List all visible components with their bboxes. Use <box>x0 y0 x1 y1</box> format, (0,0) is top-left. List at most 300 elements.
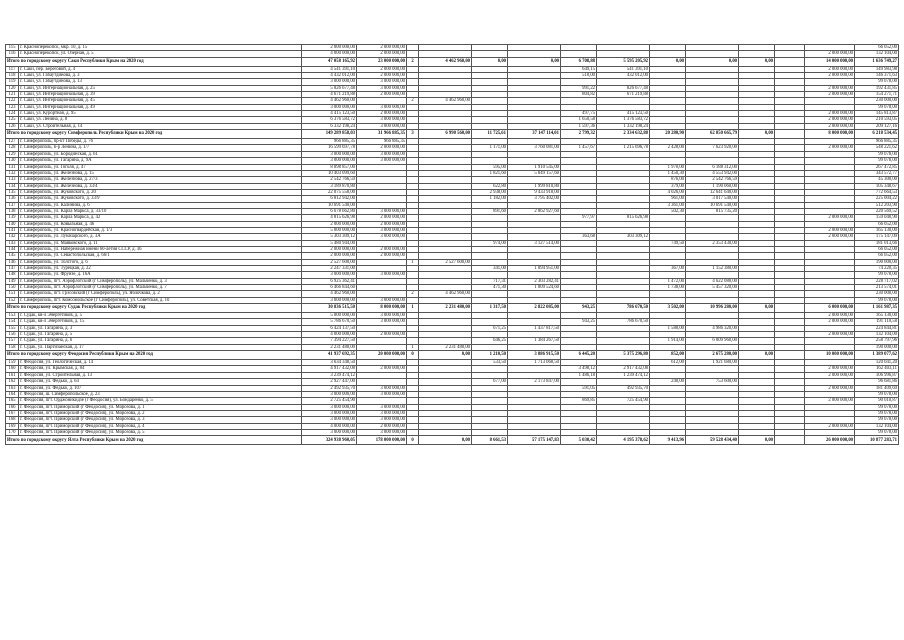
address-cell: г. Судак, ул. Гагарина, д. 6 <box>19 338 302 344</box>
row-number: 157 <box>6 338 19 344</box>
row-number: 120 <box>6 85 19 91</box>
value-cell-c2: 20 000 000,00 <box>357 351 407 360</box>
value-cell-c9: 1 472,00 <box>650 278 686 284</box>
row-number: 116 <box>6 51 19 57</box>
row-number: 166 <box>6 404 19 410</box>
value-cell-c14: 224 844,81 <box>855 325 899 331</box>
value-cell-c5: 717,31 <box>472 278 508 284</box>
address-cell: г. Саки, ул. Интернациональная, д. 39 <box>19 92 302 98</box>
value-cell-c13: 2 000 000,00 <box>805 398 855 404</box>
value-cell-c12 <box>775 57 805 66</box>
value-cell-c8: 415 123,50 <box>597 111 650 117</box>
value-cell-c9: 1 588,00 <box>650 325 686 331</box>
value-cell-c14: 99 078,00 <box>855 404 899 410</box>
value-cell-c4: 4 462 960,00 <box>419 98 472 104</box>
row-number: 140 <box>6 221 19 227</box>
value-cell-c1: 4 671 219,88 <box>302 92 357 98</box>
value-cell-c1: 8 098 857,00 <box>302 164 357 170</box>
address-cell: г. Симферополь, ул. Карла Маркса, д. 33/10 <box>19 208 302 214</box>
value-cell-c5: 646,25 <box>472 338 508 344</box>
value-cell-c5: 622,80 <box>472 183 508 189</box>
address-cell: г. Саки, ул. Габаутдинова, д. 13 <box>19 79 302 85</box>
value-cell-c7: 591,05 <box>561 385 597 391</box>
value-cell-c13: 2 000 000,00 <box>805 313 855 319</box>
address-cell: г. Феодосия, пгт. Приморский (г Феодосия), ул. Морозова, д. 1 <box>19 404 302 410</box>
value-cell-c8: 725 454,90 <box>597 398 650 404</box>
value-cell-c14: 154 271,71 <box>855 92 899 98</box>
address-cell: г. Судак, ул. Партизанская, д. 17 <box>19 344 302 350</box>
row-number: 127 <box>6 139 19 145</box>
value-cell-c1: 2 000 000,00 <box>302 45 357 51</box>
value-cell-c10: 0,00 <box>686 57 739 66</box>
value-cell-c4: 2 231 480,00 <box>419 304 472 313</box>
value-cell-c3: 2 <box>407 57 419 66</box>
value-cell-c2: 2 000 000,00 <box>357 332 407 338</box>
value-cell-c1: 2 492 935,70 <box>302 385 357 391</box>
value-cell-c1: 4 917 432,08 <box>302 366 357 372</box>
value-cell-c10: 4 553 942,00 <box>686 170 739 176</box>
value-cell-c2: 3 000 000,00 <box>357 313 407 319</box>
value-cell-c14: 99 078,00 <box>855 104 899 110</box>
value-cell-c1: 3 634 348,50 <box>302 360 357 366</box>
value-cell-c10: 1 152 380,00 <box>686 266 739 272</box>
value-cell-c1: 7 394 227,50 <box>302 338 357 344</box>
address-cell: г. Симферополь, ул. Маяковского, д. 11 <box>19 240 302 246</box>
value-cell-c11: 0,00 <box>739 436 775 445</box>
value-cell-c2: 2 000 000,00 <box>357 423 407 429</box>
address-cell: г. Феодосия, ул. Крымская, д. 84 <box>19 366 302 372</box>
value-cell-c14: 162 403,11 <box>855 366 899 372</box>
value-cell-c3: 3 <box>407 130 419 139</box>
value-cell-c2: 2 000 000,00 <box>357 246 407 252</box>
value-cell-c9: 4 026,00 <box>650 189 686 195</box>
row-number: 136 <box>6 196 19 202</box>
value-cell-c2: 3 000 000,00 <box>357 404 407 410</box>
address-cell: г. Саки, ул. Интернациональная, д. 49 <box>19 104 302 110</box>
value-cell-c8: 786 670,50 <box>597 304 650 313</box>
value-cell-c2: 2 000 000,00 <box>357 45 407 51</box>
data-table <box>5 44 899 445</box>
value-cell-c9: 379,00 <box>650 183 686 189</box>
subtotal-row <box>6 304 899 313</box>
value-cell-c6: 3 795 402,00 <box>508 196 561 202</box>
row-number: 156 <box>6 332 19 338</box>
value-cell-c8: 1 332 198,24 <box>597 123 650 129</box>
value-cell-c13: 14 000 000,00 <box>805 57 855 66</box>
value-cell-c8: 671 219,88 <box>597 92 650 98</box>
value-cell-c7: 3 498,12 <box>561 366 597 372</box>
address-cell: г. Симферополь, ул. Луначарского, д. 3А <box>19 234 302 240</box>
value-cell-c10: 5 457 320,00 <box>686 285 739 291</box>
value-cell-c1: 6 332 198,24 <box>302 123 357 129</box>
value-cell-c13: 2 000 000,00 <box>805 319 855 325</box>
value-cell-c13: 2 000 000,00 <box>805 85 855 91</box>
value-cell-c14: 99 078,00 <box>855 417 899 423</box>
row-number: 144 <box>6 246 19 252</box>
value-cell-c14: 146 371,63 <box>855 73 899 79</box>
value-cell-c13: 2 000 000,00 <box>805 111 855 117</box>
row-number: 170 <box>6 429 19 435</box>
address-cell: г. Симферополь, ул. Железнова, д. 27/3 <box>19 177 302 183</box>
value-cell-c7: 6 445,20 <box>561 351 597 360</box>
value-cell-c9: 1 450,30 <box>650 170 686 176</box>
value-cell-c1: 3 000 000,00 <box>302 429 357 435</box>
address-cell: г. Симферополь, ул. Жуковского, д. 20 <box>19 189 302 195</box>
row-number: 147 <box>6 266 19 272</box>
row-number: 150 <box>6 285 19 291</box>
value-cell-c6: 1 999 810,80 <box>508 183 561 189</box>
value-cell-c5: 471,30 <box>472 285 508 291</box>
address-cell: г. Симферополь, ул. Толстого, д. 6 <box>19 259 302 265</box>
address-cell: г. Саки, ул. Курортная, д. 95 <box>19 111 302 117</box>
value-cell-c14: 99 078,00 <box>855 151 899 157</box>
value-cell-c7: 497,75 <box>561 111 597 117</box>
value-cell-c2: 3 000 000,00 <box>357 417 407 423</box>
value-cell-c5: 2 938,00 <box>472 189 508 195</box>
value-cell-c6: 57 175 147,83 <box>508 436 561 445</box>
value-cell-c9: 876,00 <box>650 177 686 183</box>
value-cell-c2: 3 000 000,00 <box>357 319 407 325</box>
row-number: 121 <box>6 92 19 98</box>
value-cell-c1: 3 000 000,00 <box>302 410 357 416</box>
value-cell-c6: 9 433 918,00 <box>508 189 561 195</box>
value-cell-c2: 2 000 000,00 <box>357 111 407 117</box>
value-cell-c14: 120 041,20 <box>855 360 899 366</box>
value-cell-c8: 5 375 296,80 <box>597 351 650 360</box>
value-cell-c10: 3 017 540,00 <box>686 196 739 202</box>
value-cell-c9: 3 502,00 <box>650 304 686 313</box>
value-cell-c2: 3 000 000,00 <box>357 158 407 164</box>
value-cell-c3: 1 <box>407 344 419 350</box>
row-number: 138 <box>6 208 19 214</box>
value-cell-c9: 9 413,96 <box>650 436 686 445</box>
value-cell-c1: 3 000 000,00 <box>302 79 357 85</box>
address-cell: г. Симферополь, ул. Турецкая, д. 22 <box>19 266 302 272</box>
value-cell-c10: 10 691 540,00 <box>686 202 739 208</box>
value-cell-c13: 10 000 000,00 <box>805 351 855 360</box>
value-cell-c14: 191 110,58 <box>855 319 899 325</box>
value-cell-c10: 6 188 312,00 <box>686 164 739 170</box>
value-cell-c7: 1 486,18 <box>561 372 597 378</box>
value-cell-c13: 2 000 000,00 <box>805 234 855 240</box>
address-cell: г. Симферополь, ул. Жуковского, д. 33/9 <box>19 196 302 202</box>
value-cell-c7: 2 799,32 <box>561 130 597 139</box>
row-number: 124 <box>6 111 19 117</box>
value-cell-c4: 2 527 600,00 <box>419 259 472 265</box>
value-cell-c2: 3 000 000,00 <box>357 391 407 397</box>
row-number: 152 <box>6 297 19 303</box>
row-number: 161 <box>6 372 19 378</box>
value-cell-c14: 165 130,00 <box>855 227 899 233</box>
value-cell-c7: 977,97 <box>561 215 597 221</box>
value-cell-c8: 786 670,50 <box>597 319 650 325</box>
row-number: 123 <box>6 104 19 110</box>
address-cell: г. Феодосия, ул. Геологическая, д. 14 <box>19 360 302 366</box>
row-number: 126 <box>6 123 19 129</box>
subtotal-row <box>6 436 899 445</box>
value-cell-c13: 2 000 000,00 <box>805 145 855 151</box>
row-number: 158 <box>6 344 19 350</box>
value-cell-c1: 2 542 766,59 <box>302 177 357 183</box>
value-cell-c13: 26 000 000,00 <box>805 436 855 445</box>
value-cell-c14: 132 104,00 <box>855 332 899 338</box>
value-cell-c10: 1 190 060,00 <box>686 183 739 189</box>
value-cell-c1: 966 885,35 <box>302 139 357 145</box>
row-number: 168 <box>6 417 19 423</box>
value-cell-c9: 3 361,00 <box>650 202 686 208</box>
value-cell-c14: 6 218 534,45 <box>855 130 899 139</box>
value-cell-c2: 3 000 000,00 <box>357 104 407 110</box>
row-number: 133 <box>6 177 19 183</box>
value-cell-c2: 3 000 000,00 <box>357 227 407 233</box>
row-number: 167 <box>6 410 19 416</box>
value-cell-c3: 1 <box>407 304 419 313</box>
value-cell-c8: 492 935,70 <box>597 385 650 391</box>
value-cell-c1: 6 466 844,60 <box>302 285 357 291</box>
value-cell-c9: 20 280,90 <box>650 130 686 139</box>
value-cell-c13: 2 000 000,00 <box>805 423 855 429</box>
value-cell-c14: 213 574,01 <box>855 285 899 291</box>
value-cell-c10: 753 600,00 <box>686 379 739 385</box>
value-cell-c2: 3 000 000,00 <box>357 410 407 416</box>
value-cell-c2: 3 000 000,00 <box>357 208 407 214</box>
address-cell: г. Симферополь, ул. Гоголя, д. 47 <box>19 164 302 170</box>
value-cell-c9: 502,30 <box>650 208 686 214</box>
value-cell-c1: 2 247 331,00 <box>302 266 357 272</box>
row-number: 137 <box>6 202 19 208</box>
value-cell-c1: 3 000 000,00 <box>302 391 357 397</box>
value-cell-c14: 165 130,00 <box>855 313 899 319</box>
value-cell-c7: 518,00 <box>561 73 597 79</box>
value-cell-c14: 1 389 077,62 <box>855 351 899 360</box>
value-cell-c14: 10 877 283,71 <box>855 436 899 445</box>
address-cell: г. Феодосия, пгт. Приморский (г Феодосия), ул. Морозова, д. 2 <box>19 410 302 416</box>
value-cell-c1: 5 303 309,12 <box>302 234 357 240</box>
row-number: 131 <box>6 164 19 170</box>
value-cell-c4: 0,00 <box>419 436 472 445</box>
value-cell-c5: 677,00 <box>472 379 508 385</box>
address-cell: г. Симферополь, ул. Фрунзе, д. 16А <box>19 272 302 278</box>
value-cell-c14: 267 472,85 <box>855 164 899 170</box>
value-cell-c13: 2 000 000,00 <box>805 51 855 57</box>
value-cell-c2: 966 885,35 <box>357 139 407 145</box>
value-cell-c1: 324 938 960,05 <box>302 436 357 445</box>
address-cell: г. Симферополь, ул. Красногвардейская, д. 1/3 <box>19 227 302 233</box>
value-cell-c7: 5 030,42 <box>561 436 597 445</box>
value-cell-c3: 2 <box>407 291 419 297</box>
value-cell-c14: 230 000,00 <box>855 291 899 297</box>
row-number: 165 <box>6 398 19 404</box>
value-cell-c5: 974,00 <box>472 240 508 246</box>
value-cell-c1: 6 678 662,80 <box>302 208 357 214</box>
value-cell-c9: 0,00 <box>650 57 686 66</box>
value-cell-c1: 4 432 012,00 <box>302 73 357 79</box>
value-cell-c14: 512 203,90 <box>855 202 899 208</box>
value-cell-c2: 3 000 000,00 <box>357 297 407 303</box>
value-cell-c14: 181 409,69 <box>855 385 899 391</box>
value-cell-c10: 62 850 665,79 <box>686 130 739 139</box>
address-cell: г. Судак, кв-л Энергетиков, д. 5 <box>19 313 302 319</box>
value-cell-c14: 1 161 987,35 <box>855 304 899 313</box>
row-number: 169 <box>6 423 19 429</box>
address-cell: г. Судак, кв-л Энергетиков, д. 15 <box>19 319 302 325</box>
value-cell-c10: 2 542 766,59 <box>686 177 739 183</box>
value-cell-c13: 2 000 000,00 <box>805 123 855 129</box>
value-cell-c9: 1 914,00 <box>650 338 686 344</box>
value-cell-c3: 2 <box>407 98 419 104</box>
value-cell-c10: 12 641 640,00 <box>686 189 739 195</box>
value-cell-c1: 2 000 000,00 <box>302 253 357 259</box>
value-cell-c14: 99 078,00 <box>855 79 899 85</box>
row-number: 149 <box>6 278 19 284</box>
value-cell-c2: 2 000 000,00 <box>357 66 407 72</box>
value-cell-c7: 1 597,36 <box>561 123 597 129</box>
value-cell-c11: 0,00 <box>739 304 775 313</box>
value-cell-c5: 8 661,53 <box>472 436 508 445</box>
row-number: 145 <box>6 253 19 259</box>
value-cell-c2: 8 000 000,00 <box>357 304 407 313</box>
row-number: 135 <box>6 189 19 195</box>
value-cell-c5: 1 182,00 <box>472 196 508 202</box>
address-cell: г. Симферополь, пгт. Грэсовский (г Симферополь), ул. Яблочкова, д. 2 <box>19 291 302 297</box>
address-cell: г. Саки, ул. Интернациональная, д. 45 <box>19 98 302 104</box>
address-cell: г. Симферополь, ул. Ковыльная, д. 46 <box>19 221 302 227</box>
value-cell-c1: 47 058 165,92 <box>302 57 357 66</box>
value-cell-c5: 11 725,61 <box>472 130 508 139</box>
value-cell-c5: 1 317,50 <box>472 304 508 313</box>
value-cell-c9: 852,00 <box>650 351 686 360</box>
value-cell-c1: 4 000 000,00 <box>302 332 357 338</box>
value-cell-c6: 2 862 927,60 <box>508 208 561 214</box>
value-cell-c7: 943,25 <box>561 319 597 325</box>
value-cell-c6: 1 713 068,50 <box>508 360 561 366</box>
value-cell-c6: 5 849 157,60 <box>508 170 561 176</box>
value-cell-c2: 3 000 000,00 <box>357 151 407 157</box>
address-cell: г. Симферополь, пр-кт Победы, д. 76 <box>19 139 302 145</box>
value-cell-c8: 2 917 432,08 <box>597 366 650 372</box>
value-cell-c14: 192 431,85 <box>855 85 899 91</box>
value-cell-c6: 37 147 114,01 <box>508 130 561 139</box>
value-cell-c10: 1 921 680,00 <box>686 360 739 366</box>
value-cell-c2: 2 000 000,00 <box>357 92 407 98</box>
value-cell-c1: 5 826 677,48 <box>302 85 357 91</box>
value-cell-c1: 2 000 000,00 <box>302 221 357 227</box>
value-cell-c2: 3 000 000,00 <box>357 79 407 85</box>
row-number: 148 <box>6 272 19 278</box>
row-number: 115 <box>6 45 19 51</box>
row-number: 151 <box>6 291 19 297</box>
value-cell-c9: 1 738,00 <box>650 285 686 291</box>
value-cell-c4: 0,00 <box>419 351 472 360</box>
value-cell-c1: 6 925 362,41 <box>302 278 357 284</box>
value-cell-c2: 2 000 000,00 <box>357 215 407 221</box>
value-cell-c10: 7 623 920,00 <box>686 145 739 151</box>
value-cell-c14: 1 636 749,27 <box>855 57 899 66</box>
value-cell-c6: 2 303 282,41 <box>508 278 561 284</box>
address-cell: г. Красноперекопск, мкр. 10, д. 15 <box>19 45 302 51</box>
subtotal-label: Итого по городскому округу Саки Республики Крым на 2020 год <box>6 57 302 66</box>
value-cell-c4: 6 990 560,00 <box>419 130 472 139</box>
value-cell-c5: 1 171,00 <box>472 145 508 151</box>
value-cell-c1: 2 000 000,00 <box>302 246 357 252</box>
value-cell-c2: 3 000 000,00 <box>357 123 407 129</box>
address-cell: г. Феодосия, ул. Федько, д. 107 <box>19 385 302 391</box>
value-cell-c1: 3 000 000,00 <box>302 272 357 278</box>
value-cell-c2: 3 000 000,00 <box>357 385 407 391</box>
value-cell-c1: 4 462 960,00 <box>302 98 357 104</box>
value-cell-c9: 1 970,00 <box>650 164 686 170</box>
value-cell-c14: 132 104,00 <box>855 423 899 429</box>
value-cell-c1: 3 000 000,00 <box>302 151 357 157</box>
value-cell-c13: 8 000 000,00 <box>805 130 855 139</box>
value-cell-c9: 612,00 <box>650 360 686 366</box>
row-number: 163 <box>6 385 19 391</box>
value-cell-c1: 4 000 000,00 <box>302 51 357 57</box>
value-cell-c1: 10 691 540,00 <box>302 202 357 208</box>
value-cell-c14: 175 147,09 <box>855 234 899 240</box>
value-cell-c14: 105 348,67 <box>855 183 899 189</box>
row-number: 119 <box>6 79 19 85</box>
address-cell: г. Симферополь, ул. Калинина, д. 6 <box>19 202 302 208</box>
address-cell: г. Саки, ул. Габаутдинова, д. 3 <box>19 73 302 79</box>
address-cell: г. Феодосия, ул. Строительная, д. 13 <box>19 372 302 378</box>
row-number: 162 <box>6 379 19 385</box>
address-cell: г. Феодосия, пгт. Приморский (г Феодосия), ул. Морозова, д. 3 <box>19 417 302 423</box>
address-cell: г. Симферополь, ул. Севастопольская, д. 66/1 <box>19 253 302 259</box>
value-cell-c1: 10 403 099,60 <box>302 170 357 176</box>
value-cell-c1: 6 376 583,72 <box>302 117 357 123</box>
value-cell-c1: 16 599 697,78 <box>302 145 357 151</box>
value-cell-c8: 2 334 632,88 <box>597 130 650 139</box>
value-cell-c10: 2 675 280,00 <box>686 351 739 360</box>
value-cell-c14: 106 996,87 <box>855 372 899 378</box>
value-cell-c6: 3 760 081,00 <box>508 145 561 151</box>
value-cell-c2: 3 000 000,00 <box>357 117 407 123</box>
subtotal-label: Итого по городскому округу Феодосия Республики Крым на 2020 год <box>6 351 302 360</box>
value-cell-c14: 190 000,00 <box>855 259 899 265</box>
address-cell: г. Симферополь, ул. Железнова, д. 15 <box>19 170 302 176</box>
value-cell-c13: 2 000 000,00 <box>805 385 855 391</box>
value-cell-c2: 178 000 000,00 <box>357 436 407 445</box>
value-cell-c14: 99 078,00 <box>855 272 899 278</box>
value-cell-c14: 220 569,52 <box>855 208 899 214</box>
value-cell-c8: 815 626,98 <box>597 215 650 221</box>
subtotal-label: Итого по городскому округу Ялта Республики Крым на 2020 год <box>6 436 302 445</box>
value-cell-c6: 1 384 267,50 <box>508 338 561 344</box>
subtotal-row <box>6 130 899 139</box>
value-cell-c4: 4 462 960,00 <box>419 291 472 297</box>
value-cell-c1: 6 812 942,00 <box>302 196 357 202</box>
value-cell-c1: 4 415 123,50 <box>302 111 357 117</box>
value-cell-c1: 3 000 000,00 <box>302 404 357 410</box>
value-cell-c12 <box>775 351 805 360</box>
value-cell-c14: 66 052,00 <box>855 246 899 252</box>
value-cell-c1: 5 786 670,50 <box>302 319 357 325</box>
value-cell-c1: 3 000 000,00 <box>302 158 357 164</box>
value-cell-c10: 6 009 960,00 <box>686 338 739 344</box>
value-cell-c5: 1 821,60 <box>472 170 508 176</box>
value-cell-c14: 225 004,22 <box>855 196 899 202</box>
value-cell-c5: 1 210,50 <box>472 351 508 360</box>
address-cell: г. Симферополь, пгт. Аэрофлотский (г Симферополь), ул. Мальченко, д. 7 <box>19 285 302 291</box>
value-cell-c14: 190 000,00 <box>855 344 899 350</box>
value-cell-c6: 1 009 524,60 <box>508 285 561 291</box>
value-cell-c6: 2 822 085,00 <box>508 304 561 313</box>
value-cell-c5: 533,50 <box>472 360 508 366</box>
value-cell-c2: 3 000 000,00 <box>357 429 407 435</box>
value-cell-c7: 869,85 <box>561 398 597 404</box>
value-cell-c14: 45 300,00 <box>855 177 899 183</box>
